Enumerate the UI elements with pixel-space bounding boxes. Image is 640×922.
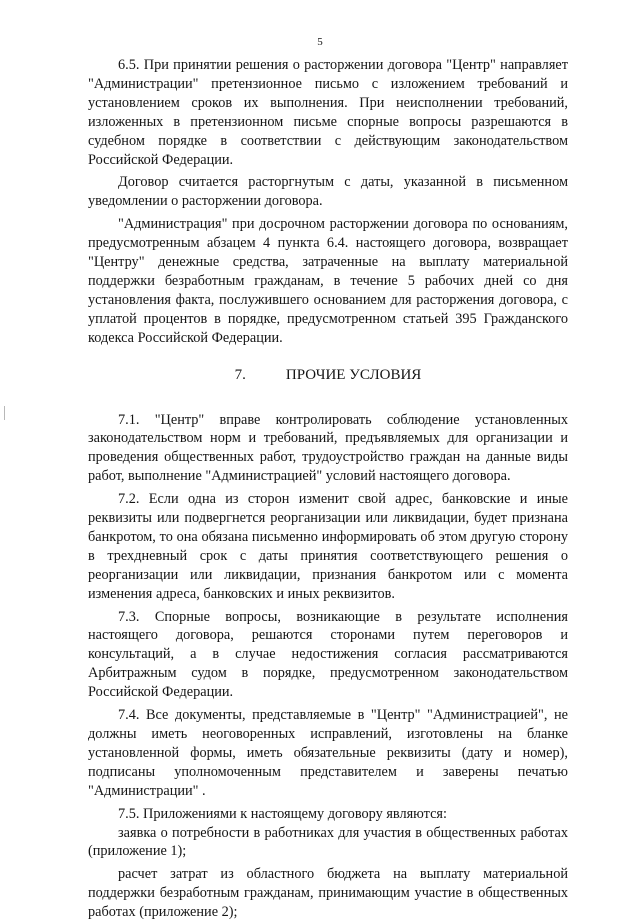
paragraph-7-3: 7.3. Спорные вопросы, возникающие в результате исполнения настоящего договора, решаются сторонами путем переговоров и консультаций, а в случае недостижения согласия рассматриваются Арбитражным судом в порядке, предусмотренном законодательством Российской Федерации. [88,608,568,701]
document-body [88,56,568,922]
scan-edge-mark [4,406,8,420]
page-number: 5 [317,36,323,48]
appendix-item-2: расчет затрат из областного бюджета на выплату материальной поддержки безработным гражданам, принимающим участие в общественных работах (приложение 2); [88,866,568,921]
paragraph-early-termination-refund: "Администрация" при досрочном расторжении договора по основаниям, предусмотренным абзацем 4 пункта 6.4. настоящего договора, возвращает "Центру" денежные средства, затраченные на выплату материальной поддержки безработным гражданам, в течение 5 рабочих дней со дня установления факта, послужившего основанием для расторжения договора, с уплатой процентов в порядке, предусмотренном статьей 395 Гражданского кодекса Российской Федерации. [88,216,568,346]
section-number: 7. [234,366,246,383]
paragraph-7-4: 7.4. Все документы, представляемые в "Центр" "Администрацией", не должны иметь неоговоренных исправлений, изготовлены на бланке установленной формы, иметь обязательные реквизиты (дату и номер), подписаны уполномоченным представителем и заверены печатью "Администрации" . [88,707,568,799]
paragraph-7-2: 7.2. Если одна из сторон изменит свой адрес, банковские и иные реквизиты или подвергнется реорганизации или ликвидации, будет признана банкротом, то она обязана письменно информировать об этом другую сторону в трехдневный срок с даты принятия соответствующего решения о реорганизации или ликвидации, признания банкротом или с момента изменения адреса, банковских и иных реквизитов. [88,491,568,602]
section-heading [88,366,568,385]
paragraph-termination-date: Договор считается расторгнутым с даты, указанной в письменном уведомлении о расторжении договора. [88,174,568,210]
section-title: ПРОЧИЕ УСЛОВИЯ [285,366,422,383]
paragraph-7-1: 7.1. "Центр" вправе контролировать соблюдение установленных законодательством норм и требований, предъявляемых для организации и проведения общественных работ, трудоустройство граждан на данные виды работ, выполнение "Администрацией" условий настоящего договора. [88,411,568,485]
paragraph-7-5: 7.5. Приложениями к настоящему договору являются: [118,805,447,822]
appendix-item-1: заявка о потребности в работниках для участия в общественных работах (приложение 1); [88,824,568,860]
paragraph-6-5: 6.5. При принятии решения о расторжении договора "Центр" направляет "Администрации" претензионное письмо с изложением требований и установлением сроков их выполнения. При неисполнении требований, изложенных в претензионном письме спорные вопросы разрешаются в судебном порядке в соответствии с действующим законодательством Российской Федерации. [88,57,568,168]
